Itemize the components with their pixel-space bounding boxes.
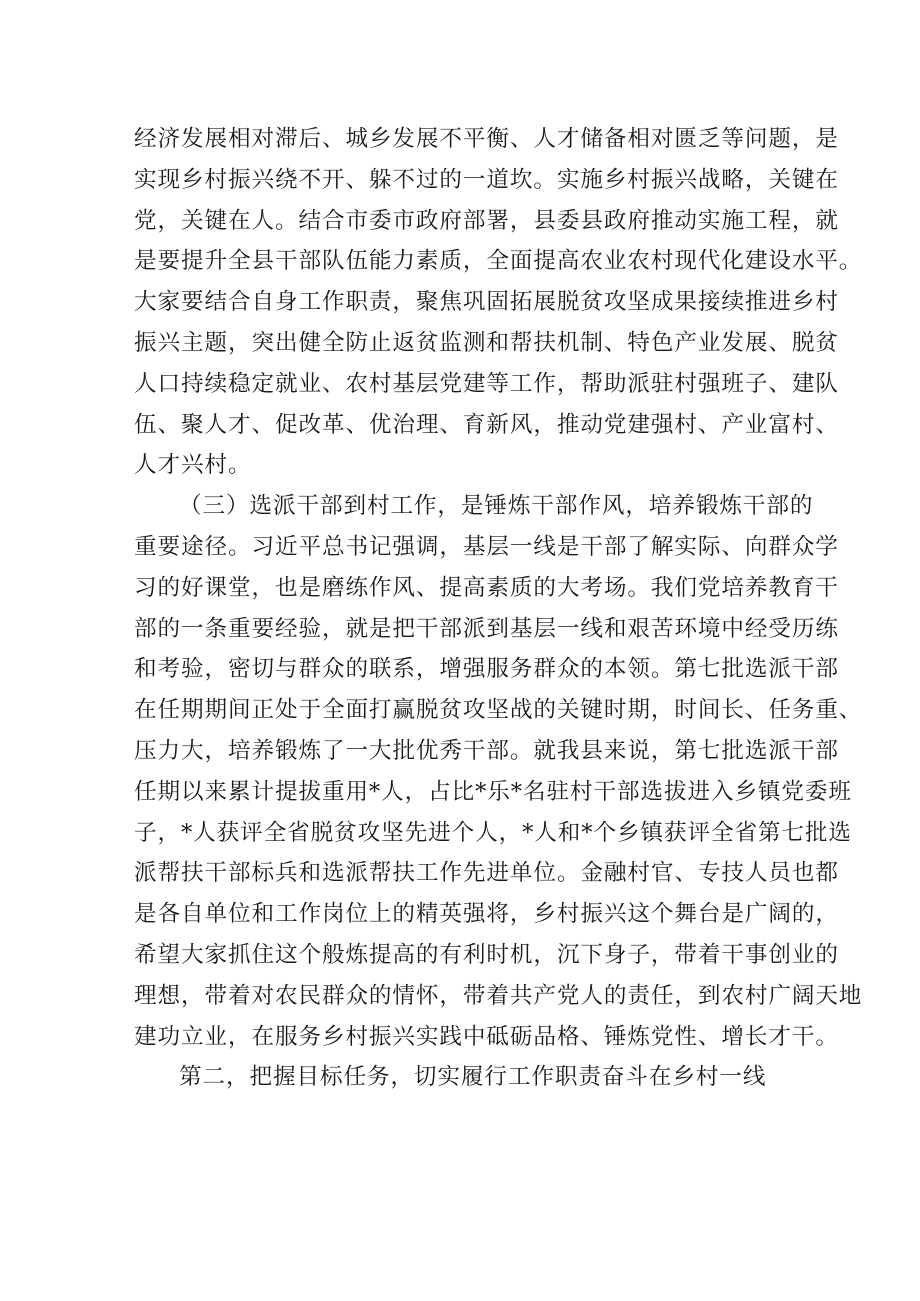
paragraph-2: [134, 486, 863, 1057]
text-line: 压力大，培养锻炼了一大批优秀干部。就我县来说，第七批选派干部: [134, 737, 839, 764]
text-line: 人才兴村。: [134, 452, 252, 479]
text-line: 经济发展相对滞后、城乡发展不平衡、人才储备相对匮乏等问题，是: [134, 126, 839, 152]
text-line: 部的一条重要经验，就是把干部派到基层一线和艰苦环境中经受历练: [134, 615, 839, 642]
text-line: 是各自单位和工作岗位上的精英强将，乡村振兴这个舞台是广阔的，: [134, 901, 839, 928]
text-line: 实现乡村振兴绕不开、躲不过的一道坎。实施乡村振兴战略，关键在: [134, 166, 839, 193]
text-line: 重要途径。习近平总书记强调，基层一线是干部了解实际、向群众学: [134, 533, 839, 560]
text-line: 习的好课堂，也是磨练作风、提高素质的大考场。我们党培养教育干: [134, 574, 839, 601]
text-line: 振兴主题，突出健全防止返贫监测和帮扶机制、特色产业发展、脱贫: [134, 329, 839, 356]
section-heading-text: 第二，把握目标任务，切实履行工作职责奋斗在乡村一线: [179, 1064, 767, 1091]
paragraph-first-line: （三）选派干部到村工作，是锤炼干部作风，培养锻炼干部的: [179, 493, 814, 520]
text-line: 派帮扶干部标兵和选派帮扶工作先进单位。金融村官、专技人员也都: [134, 860, 839, 887]
text-line: 建功立业，在服务乡村振兴实践中砥砺品格、锤炼党性、增长才干。: [134, 1023, 839, 1050]
paragraph-1: [134, 119, 863, 486]
document-body: [134, 119, 863, 1098]
text-line: 子，*人获评全省脱贫攻坚先进个人，*人和*个乡镇获评全省第七批选: [134, 819, 852, 846]
text-line: 理想，带着对农民群众的情怀，带着共产党人的责任，到农村广阔天地: [134, 982, 863, 1009]
text-line: 人口持续稳定就业、农村基层党建等工作，帮助派驻村强班子、建队: [134, 370, 839, 397]
text-line: 党，关键在人。结合市委市政府部署，县委县政府推动实施工程，就: [134, 207, 839, 234]
text-line: 和考验，密切与群众的联系，增强服务群众的本领。第七批选派干部: [134, 656, 839, 683]
text-line: 任期以来累计提拔重用*人，占比*乐*名驻村干部选拔进入乡镇党委班: [134, 778, 852, 805]
section-heading: [134, 1057, 806, 1098]
text-line: 大家要结合自身工作职责，聚焦巩固拓展脱贫攻坚成果接续推进乡村: [134, 289, 839, 316]
text-line: 伍、聚人才、促改革、优治理、育新风，推动党建强村、产业富村、: [134, 411, 839, 438]
text-line: 希望大家抓住这个般炼提高的有利时机，沉下身子，带着干事创业的: [134, 941, 839, 968]
text-line: 在任期期间正处于全面打赢脱贫攻坚战的关键时期，时间长、任务重、: [134, 697, 863, 724]
text-line: 是要提升全县干部队伍能力素质，全面提高农业农村现代化建设水平。: [134, 248, 863, 275]
